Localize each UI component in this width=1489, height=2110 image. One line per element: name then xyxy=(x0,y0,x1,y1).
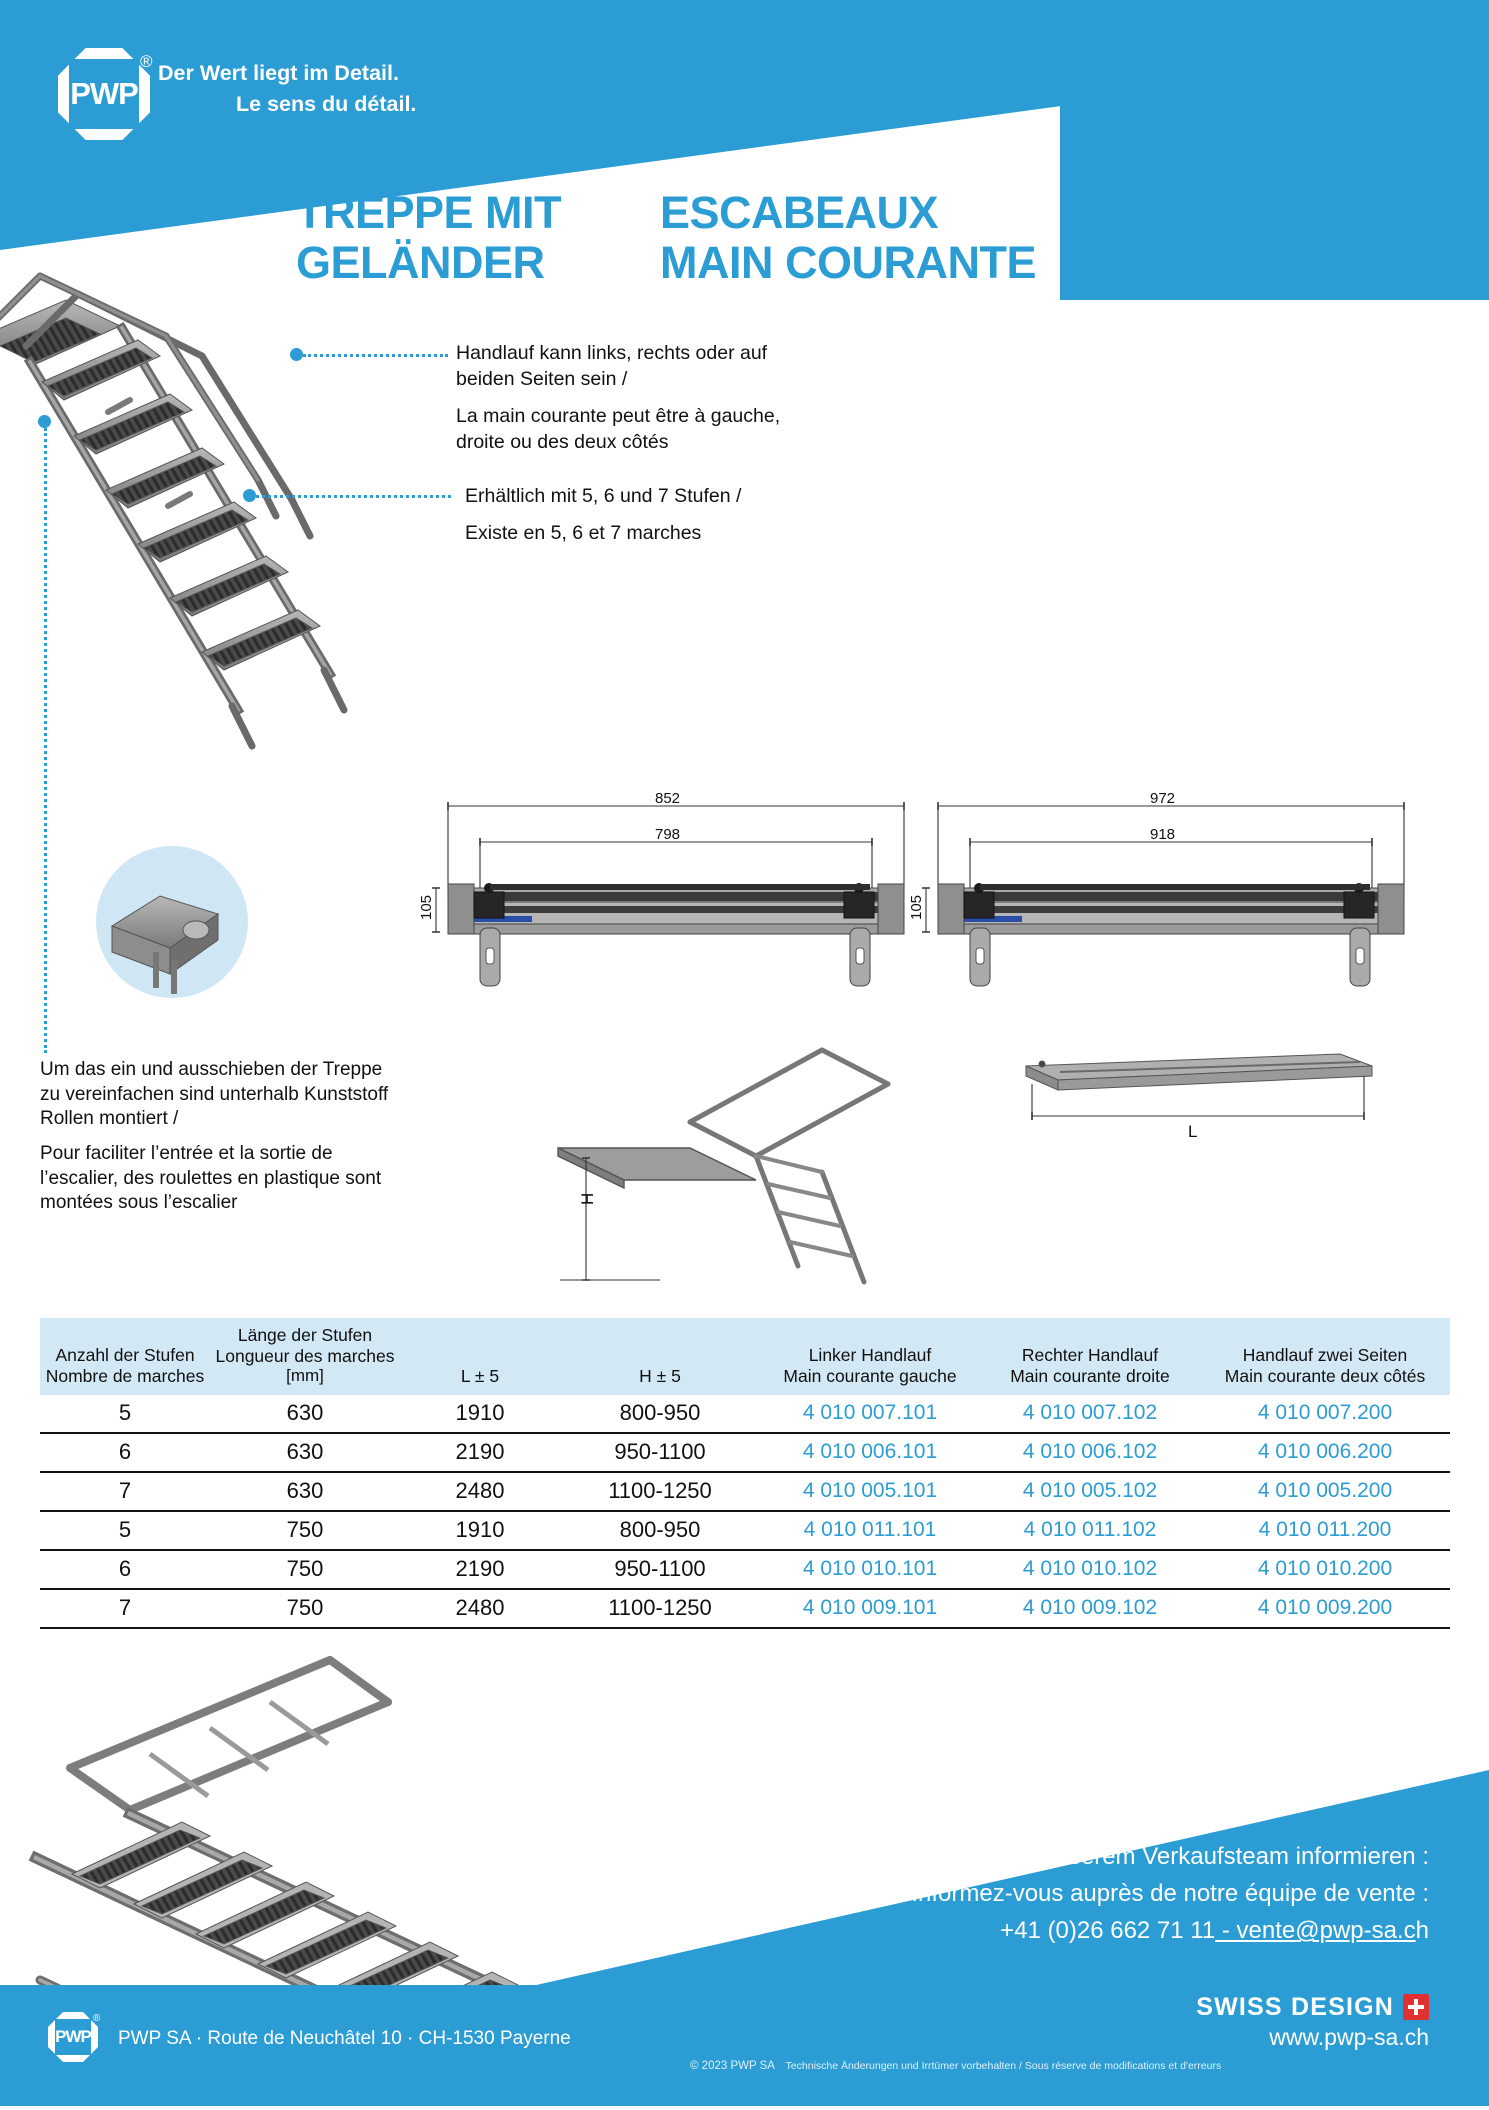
th-right-handrail xyxy=(980,1318,1200,1395)
cell-H: 1100-1250 xyxy=(560,1589,760,1628)
cell-art-right[interactable]: 4 010 007.102 xyxy=(980,1395,1200,1433)
cell-length: 630 xyxy=(210,1472,400,1511)
th-left-fr: Main courante gauche xyxy=(783,1365,957,1386)
th-length-unit: [mm] xyxy=(286,1366,324,1386)
th-L-label: L ± 5 xyxy=(460,1365,500,1386)
footer-registered-trademark-icon: ® xyxy=(93,2013,101,2024)
cell-H: 1100-1250 xyxy=(560,1472,760,1511)
dim-H-label: H xyxy=(578,1192,597,1205)
dim-right-inner: 918 xyxy=(1150,826,1176,843)
th-steps-fr: Nombre de marches xyxy=(45,1365,205,1386)
cell-art-left[interactable]: 4 010 007.101 xyxy=(760,1395,980,1433)
callout-2-leader-line xyxy=(256,495,451,498)
callout-2-de: Erhältlich mit 5, 6 und 7 Stufen / xyxy=(465,485,742,507)
roller-note-de: Um das ein und ausschieben der Treppe zu vereinfachen sind unterhalb Kunststoff Rollen montiert / xyxy=(40,1059,389,1130)
roller-note-fr: Pour faciliter l’entrée et la sortie de l’escalier, des roulettes en plastique sont montées sous l’escalier xyxy=(40,1143,382,1214)
th-right-de: Rechter Handlauf xyxy=(1021,1345,1159,1366)
th-length-de: Länge der Stufen xyxy=(237,1325,373,1345)
stair-side-perspective-drawing xyxy=(540,1030,980,1310)
cell-steps: 5 xyxy=(40,1395,210,1433)
cell-H: 800-950 xyxy=(560,1511,760,1550)
th-H-label: H ± 5 xyxy=(639,1365,681,1386)
th-L xyxy=(400,1318,560,1395)
callout-2 xyxy=(465,484,865,547)
table-row xyxy=(40,1511,1450,1550)
swiss-design-label xyxy=(1009,1993,1429,2022)
cell-H: 950-1100 xyxy=(560,1550,760,1589)
dim-left-height: 105 xyxy=(418,894,435,920)
page-title-fr xyxy=(660,188,1080,289)
swiss-design-text: SWISS DESIGN xyxy=(1196,1993,1394,2021)
title-fr-line1: ESCABEAUX xyxy=(660,187,939,238)
footer-email[interactable]: - vente@pwp-sa.c xyxy=(1215,1917,1416,1945)
table-header-row xyxy=(40,1318,1450,1395)
callout-1-de: Handlauf kann links, rechts oder auf beiden Seiten sein / xyxy=(456,342,768,390)
callout-1-fr: La main courante peut être à gauche, droite ou des deux côtés xyxy=(456,404,781,453)
front-view-drawing-630 xyxy=(430,780,920,1010)
swiss-flag-icon xyxy=(1403,1994,1429,2020)
cell-length: 750 xyxy=(210,1550,400,1589)
cell-art-left[interactable]: 4 010 006.101 xyxy=(760,1433,980,1472)
cell-art-both[interactable]: 4 010 005.200 xyxy=(1200,1472,1450,1511)
table-row xyxy=(40,1433,1450,1472)
callout-1 xyxy=(456,341,826,456)
cell-art-both[interactable]: 4 010 006.200 xyxy=(1200,1433,1450,1472)
dim-right-outer: 972 xyxy=(1150,790,1176,807)
cell-steps: 5 xyxy=(40,1511,210,1550)
tagline xyxy=(158,58,578,119)
cell-length: 630 xyxy=(210,1433,400,1472)
company-logo xyxy=(58,48,168,140)
cell-art-left[interactable]: 4 010 009.101 xyxy=(760,1589,980,1628)
cell-art-right[interactable]: 4 010 010.102 xyxy=(980,1550,1200,1589)
footer-address: PWP SA · Route de Neuchâtel 10 · CH-1530 Payerne xyxy=(118,2028,571,2049)
cell-art-left[interactable]: 4 010 005.101 xyxy=(760,1472,980,1511)
footer-phone-email xyxy=(629,1912,1429,1949)
cell-art-left[interactable]: 4 010 011.101 xyxy=(760,1511,980,1550)
cell-steps: 6 xyxy=(40,1550,210,1589)
th-steps-de: Anzahl der Stufen xyxy=(55,1345,195,1366)
th-both-de: Handlauf zwei Seiten xyxy=(1242,1345,1408,1366)
table-row xyxy=(40,1550,1450,1589)
title-de-line1: TREPPE MIT xyxy=(296,187,562,238)
closed-stair-drawing xyxy=(1020,1040,1380,1160)
footer-legal xyxy=(690,2060,1221,2072)
cell-steps: 7 xyxy=(40,1589,210,1628)
cell-H: 950-1100 xyxy=(560,1433,760,1472)
cell-art-right[interactable]: 4 010 005.102 xyxy=(980,1472,1200,1511)
cell-steps: 7 xyxy=(40,1472,210,1511)
footer-contact-de: Lassen Sie sich von unserem Verkaufsteam informieren : xyxy=(822,1843,1429,1870)
cell-H: 800-950 xyxy=(560,1395,760,1433)
cell-L: 2480 xyxy=(400,1472,560,1511)
roller-note xyxy=(40,1058,400,1216)
footer-email-tail[interactable]: h xyxy=(1415,1917,1429,1945)
tagline-de: Der Wert liegt im Detail. xyxy=(158,61,399,85)
table-row xyxy=(40,1589,1450,1628)
th-length-fr: Longueur des marches xyxy=(215,1345,395,1366)
cell-steps: 6 xyxy=(40,1433,210,1472)
th-steps xyxy=(40,1318,210,1395)
title-de-line2: GELÄNDER xyxy=(296,237,545,289)
callout-1-leader-line xyxy=(303,354,448,357)
footer-contact xyxy=(629,1838,1429,1950)
th-both-fr: Main courante deux côtés xyxy=(1224,1365,1426,1386)
footer-logo xyxy=(48,2012,106,2066)
logo-text: PWP xyxy=(70,76,138,111)
table-row xyxy=(40,1472,1450,1511)
footer-copyright: © 2023 PWP SA xyxy=(690,2060,775,2072)
callout-2-fr: Existe en 5, 6 et 7 marches xyxy=(465,521,702,544)
cell-art-right[interactable]: 4 010 011.102 xyxy=(980,1511,1200,1550)
callout-2-anchor-dot xyxy=(243,489,256,502)
cell-L: 2480 xyxy=(400,1589,560,1628)
cell-L: 2190 xyxy=(400,1550,560,1589)
footer-phone[interactable]: +41 (0)26 662 71 11 xyxy=(1000,1917,1216,1945)
cell-art-both[interactable]: 4 010 007.200 xyxy=(1200,1395,1450,1433)
th-left-de: Linker Handlauf xyxy=(808,1345,932,1366)
cell-art-both[interactable]: 4 010 009.200 xyxy=(1200,1589,1450,1628)
registered-trademark-icon: ® xyxy=(140,52,153,71)
roller-detail-illustration xyxy=(98,848,248,998)
stair-isometric-illustration xyxy=(0,150,400,790)
website-url[interactable]: www.pwp-sa.ch xyxy=(1269,2024,1429,2050)
cell-L: 2190 xyxy=(400,1433,560,1472)
product-table xyxy=(40,1318,1450,1629)
dim-L-label: L xyxy=(1188,1122,1198,1141)
cell-length: 750 xyxy=(210,1511,400,1550)
th-left-handrail xyxy=(760,1318,980,1395)
callout-1-anchor-dot xyxy=(290,348,303,361)
th-length xyxy=(210,1318,400,1395)
th-right-fr: Main courante droite xyxy=(1010,1365,1170,1386)
front-view-drawing-750 xyxy=(920,780,1420,1010)
footer-logo-text: PWP xyxy=(55,2027,91,2046)
dim-left-outer: 852 xyxy=(655,790,681,807)
cell-length: 630 xyxy=(210,1395,400,1433)
cell-art-right[interactable]: 4 010 009.102 xyxy=(980,1589,1200,1628)
cell-art-both[interactable]: 4 010 010.200 xyxy=(1200,1550,1450,1589)
table-body xyxy=(40,1395,1450,1628)
dim-right-height: 105 xyxy=(908,894,925,920)
cell-art-left[interactable]: 4 010 010.101 xyxy=(760,1550,980,1589)
th-both-handrail xyxy=(1200,1318,1450,1395)
table-row xyxy=(40,1395,1450,1433)
th-H xyxy=(560,1318,760,1395)
title-fr-line2: MAIN COURANTE xyxy=(660,237,1036,289)
cell-length: 750 xyxy=(210,1589,400,1628)
dim-left-inner: 798 xyxy=(655,826,681,843)
tagline-fr: Le sens du détail. xyxy=(236,91,417,116)
footer-legal-text: Technische Änderungen und Irrtümer vorbehalten / Sous réserve de modifications et d'erreurs xyxy=(785,2060,1222,2072)
detail-anchor-dot xyxy=(38,415,51,428)
cell-art-both[interactable]: 4 010 011.200 xyxy=(1200,1511,1450,1550)
cell-L: 1910 xyxy=(400,1511,560,1550)
detail-leader-line xyxy=(44,428,47,1053)
cell-L: 1910 xyxy=(400,1395,560,1433)
footer-contact-fr: Informez-vous auprès de notre équipe de vente : xyxy=(911,1880,1429,1908)
cell-art-right[interactable]: 4 010 006.102 xyxy=(980,1433,1200,1472)
swiss-design-block xyxy=(1009,1993,1429,2051)
